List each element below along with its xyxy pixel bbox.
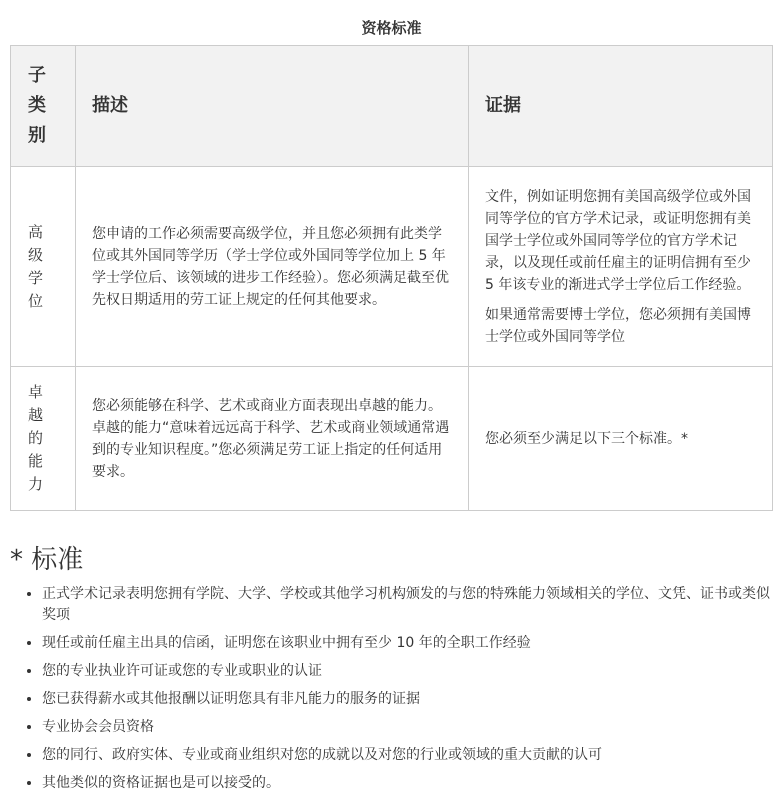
header-description: 描述: [76, 46, 469, 167]
list-item: • 现任或前任雇主出具的信函，证明您在该职业中拥有至少 10 年的全职工作经验: [42, 633, 770, 654]
list-item: • 专业协会会员资格: [42, 717, 770, 738]
table-row-exceptional-ability: [11, 367, 773, 511]
evidence-paragraph: 文件，例如证明您拥有美国高级学位或外国同等学位的官方学术记录，或证明您拥有美国学士学位或外国同等学位的官方学术记录，以及现任或前任雇主的证明信拥有至少 5 年该专业的渐进式学士学位后工作经验。: [485, 188, 751, 293]
list-item: • 正式学术记录表明您拥有学院、大学、学校或其他学习机构颁发的与您的特殊能力领域相关的学位、文凭、证书或类似奖项: [42, 584, 770, 626]
criteria-heading: * 标准: [10, 545, 84, 575]
header-subcategory: [11, 46, 76, 167]
evidence-cell: [469, 367, 773, 511]
table-caption: 资格标准: [361, 19, 422, 37]
subcategory-cell: [11, 367, 76, 511]
subcategory-label: 卓越的能力: [28, 383, 44, 493]
table-header-row: [11, 46, 773, 167]
criteria-list: [10, 584, 770, 801]
list-item: • 您的专业执业许可证或您的专业或职业的认证: [42, 661, 770, 682]
list-item: • 您的同行、政府实体、专业或商业组织对您的成就以及对您的行业或领域的重大贡献的认可: [42, 745, 770, 766]
header-evidence: 证据: [469, 46, 773, 167]
list-item: • 其他类似的资格证据也是可以接受的。: [42, 773, 770, 794]
description-cell: 您必须能够在科学、艺术或商业方面表现出卓越的能力。卓越的能力“意味着远远高于科学、艺术或商业领域通常遇到的专业知识程度。”您必须满足劳工证上指定的任何适用要求。: [76, 367, 469, 511]
subcategory-label: 高级学位: [28, 222, 44, 310]
description-cell: 您申请的工作必须需要高级学位，并且您必须拥有此类学位或其外国同等学历（学士学位或外国同等学位加上 5 年学士学位后、该领域的进步工作经验）。您必须满足截至优先权日期适用的劳工证上规定的任何其他要求。: [76, 167, 469, 367]
evidence-cell: [469, 167, 773, 367]
evidence-paragraph: 如果通常需要博士学位，您必须拥有美国博士学位或外国同等学位: [485, 306, 751, 345]
eligibility-table: [10, 45, 773, 511]
subcategory-cell: [11, 167, 76, 367]
table-row-advanced-degree: [11, 167, 773, 367]
evidence-paragraph: 您必须至少满足以下三个标准。*: [485, 430, 688, 447]
list-item: • 您已获得薪水或其他报酬以证明您具有非凡能力的服务的证据: [42, 689, 770, 710]
header-subcategory-label: 子类别: [28, 65, 46, 146]
